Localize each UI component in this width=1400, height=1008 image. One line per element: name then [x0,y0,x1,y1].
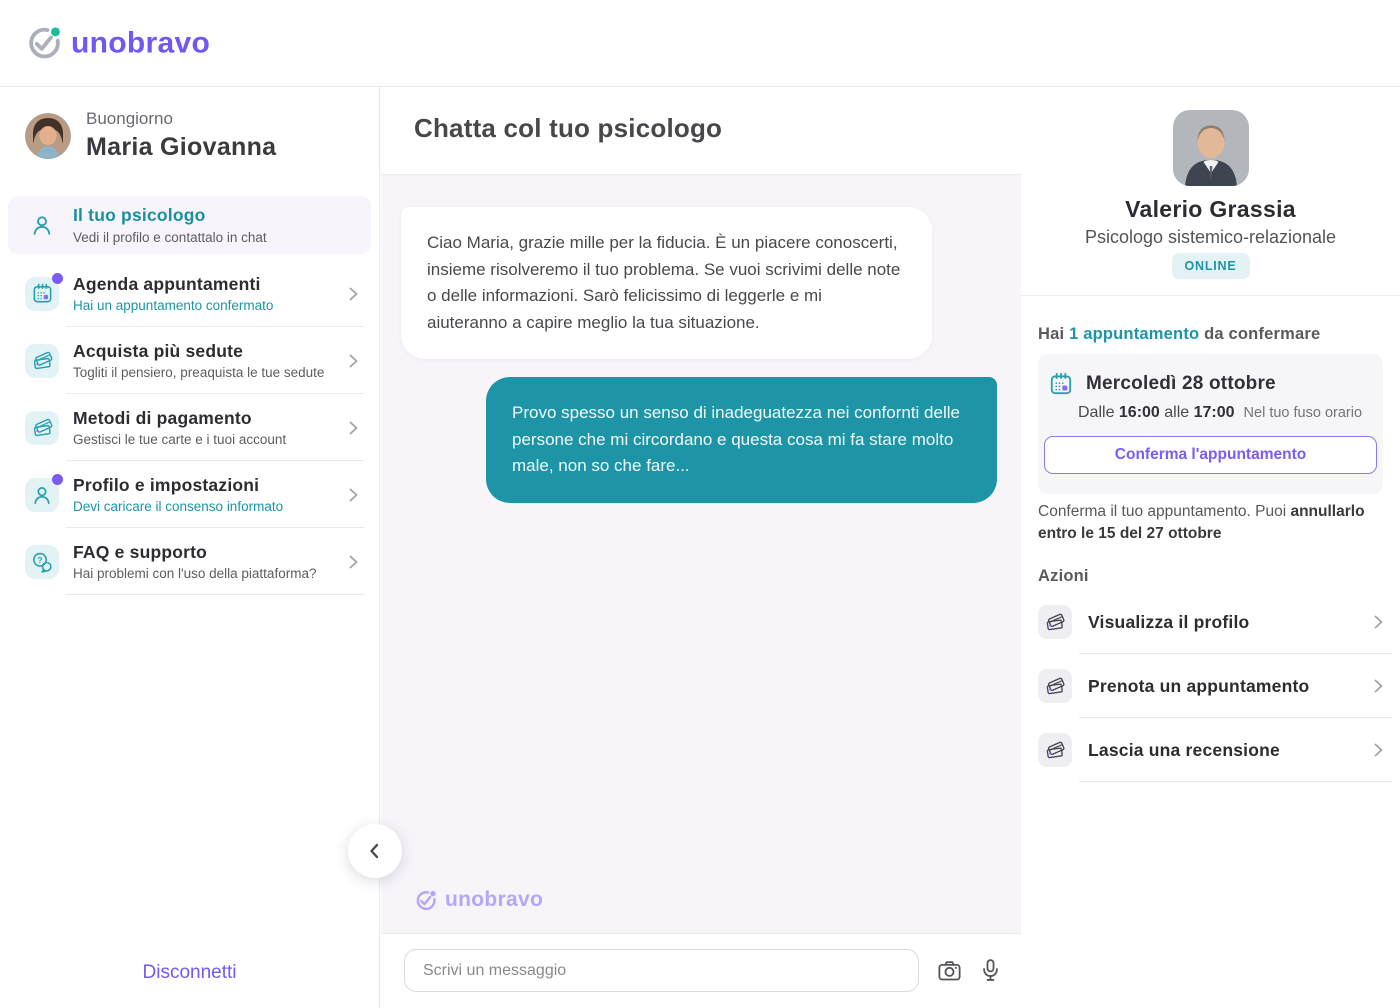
chevron-right-icon [1368,612,1388,632]
panel-divider [1021,295,1400,296]
chat-watermark [414,888,543,912]
note-normal: Conferma il tuo appuntamento. Puoi [1038,503,1291,520]
action-lascia-una-recensione[interactable] [1038,718,1392,782]
sidebar-item-subtitle: Togliti il pensiero, preaquista le tue sedute [73,365,325,381]
user-icon [25,208,59,242]
message-bubble-psychologist: Ciao Maria, grazie mille per la fiducia. È un piacere conoscerti, insieme risolveremo il tuo problema. Se vuoi scrivimi delle note o delle informazioni. Sarò felicissimo di leggerle e mi aiuteranno a capire meglio la tua situazione. [401,207,932,359]
camera-icon[interactable] [936,957,963,984]
heading-post: da confermare [1199,325,1321,343]
sidebar-item-faq-e-supporto[interactable] [8,528,371,595]
chevron-right-icon [1368,676,1388,696]
therapist-name: Valerio Grassia [1125,196,1296,222]
chat-message-list [381,174,1021,934]
appointment-note [1038,501,1390,545]
sidebar-item-subtitle: Devi caricare il consenso informato [73,499,284,515]
therapist-panel [1021,86,1400,1008]
timezone-note: Nel tuo fuso orario [1243,405,1363,421]
notification-dot [52,474,63,485]
actions-title: Azioni [1038,567,1089,585]
calendar-icon [25,277,59,311]
appointment-date: Mercoledì 28 ottobre [1086,373,1276,394]
sidebar-item-subtitle: Gestisci le tue carte e i tuoi account [73,432,287,448]
user-icon [25,478,59,512]
cards-icon [1038,733,1072,767]
confirm-appointment-button[interactable]: Conferma l'appuntamento [1044,436,1377,474]
sidebar-item-title: Acquista più sedute [73,340,244,361]
brand-logo[interactable] [25,25,210,62]
actions-list [1038,590,1392,782]
chat-title: Chatta col tuo psicologo [414,113,723,143]
notification-dot [52,273,63,284]
chat-input-bar [381,933,1021,1008]
sidebar-item-title: Il tuo psicologo [73,205,206,226]
action-label: Lascia una recensione [1088,739,1280,760]
chevron-right-icon [1368,740,1388,760]
message-input[interactable] [404,949,919,992]
greeting-label: Buongiorno [86,109,173,128]
chevron-right-icon [343,552,363,572]
time-start: 16:00 [1118,404,1160,421]
chevron-right-icon [343,418,363,438]
action-label: Prenota un appuntamento [1088,675,1310,696]
time-end: 17:00 [1193,404,1235,421]
microphone-icon[interactable] [977,957,1004,984]
note-bold: annullarlo entro le 15 del 27 ottobre [1038,503,1365,542]
sidebar-item-title: Profilo e impostazioni [73,474,260,495]
sidebar-nav [8,196,371,595]
therapist-photo [1173,110,1249,186]
time-to-label: alle [1159,404,1194,421]
sidebar-item-acquista-piu-sedute[interactable] [8,327,371,394]
online-status-badge: ONLINE [1171,253,1249,279]
cards-icon [25,344,59,378]
chevron-right-icon [343,351,363,371]
logout-link[interactable]: Disconnetti [142,962,237,983]
cards-icon [1038,669,1072,703]
sidebar-item-agenda-appuntamenti[interactable] [8,260,371,327]
action-label: Visualizza il profilo [1088,611,1250,632]
action-visualizza-il-profilo[interactable] [1038,590,1392,654]
heading-highlight: 1 appuntamento [1069,325,1200,343]
therapist-role: Psicologo sistemico-relazionale [1084,227,1337,247]
chat-panel [381,86,1021,1008]
appointment-card [1038,354,1383,494]
sidebar-item-title: Agenda appuntamenti [73,273,261,294]
user-avatar [25,113,71,159]
sidebar-item-subtitle: Hai un appuntamento confermato [73,298,274,314]
cards-icon [25,411,59,445]
user-greeting [25,109,276,162]
sidebar-item-il-tuo-psicologo[interactable] [8,196,371,254]
sidebar-item-profilo-e-impostazioni[interactable] [8,461,371,528]
unobravo-logo-icon [25,25,62,62]
sidebar-item-subtitle: Hai problemi con l'uso della piattaforma? [73,566,317,582]
sidebar-item-title: Metodi di pagamento [73,407,252,428]
chevron-left-icon [364,840,386,862]
heading-pre: Hai [1038,325,1070,343]
unobravo-logo-icon [414,889,437,912]
time-from-label: Dalle [1078,404,1119,421]
collapse-sidebar-button[interactable] [348,824,402,878]
sidebar [0,86,380,1008]
chat-header [381,86,1021,175]
sidebar-item-subtitle: Vedi il profilo e contattalo in chat [73,229,267,245]
action-prenota-un-appuntamento[interactable] [1038,654,1392,718]
faq-icon [25,545,59,579]
calendar-icon [1048,371,1074,397]
chevron-right-icon [343,284,363,304]
brand-name: unobravo [71,26,211,59]
message-bubble-user: Provo spesso un senso di inadeguatezza nei confornti delle persone che mi circordano e questa cosa mi fa stare molto male, non so che fare... [486,377,997,503]
chevron-right-icon [343,485,363,505]
sidebar-item-title: FAQ e supporto [73,541,208,562]
user-name: Maria Giovanna [86,133,277,161]
top-bar [0,0,1400,87]
cards-icon [1038,605,1072,639]
sidebar-item-metodi-di-pagamento[interactable] [8,394,371,461]
appointment-heading [1038,325,1320,344]
appointment-time [1078,404,1379,422]
watermark-text: unobravo [445,888,544,911]
